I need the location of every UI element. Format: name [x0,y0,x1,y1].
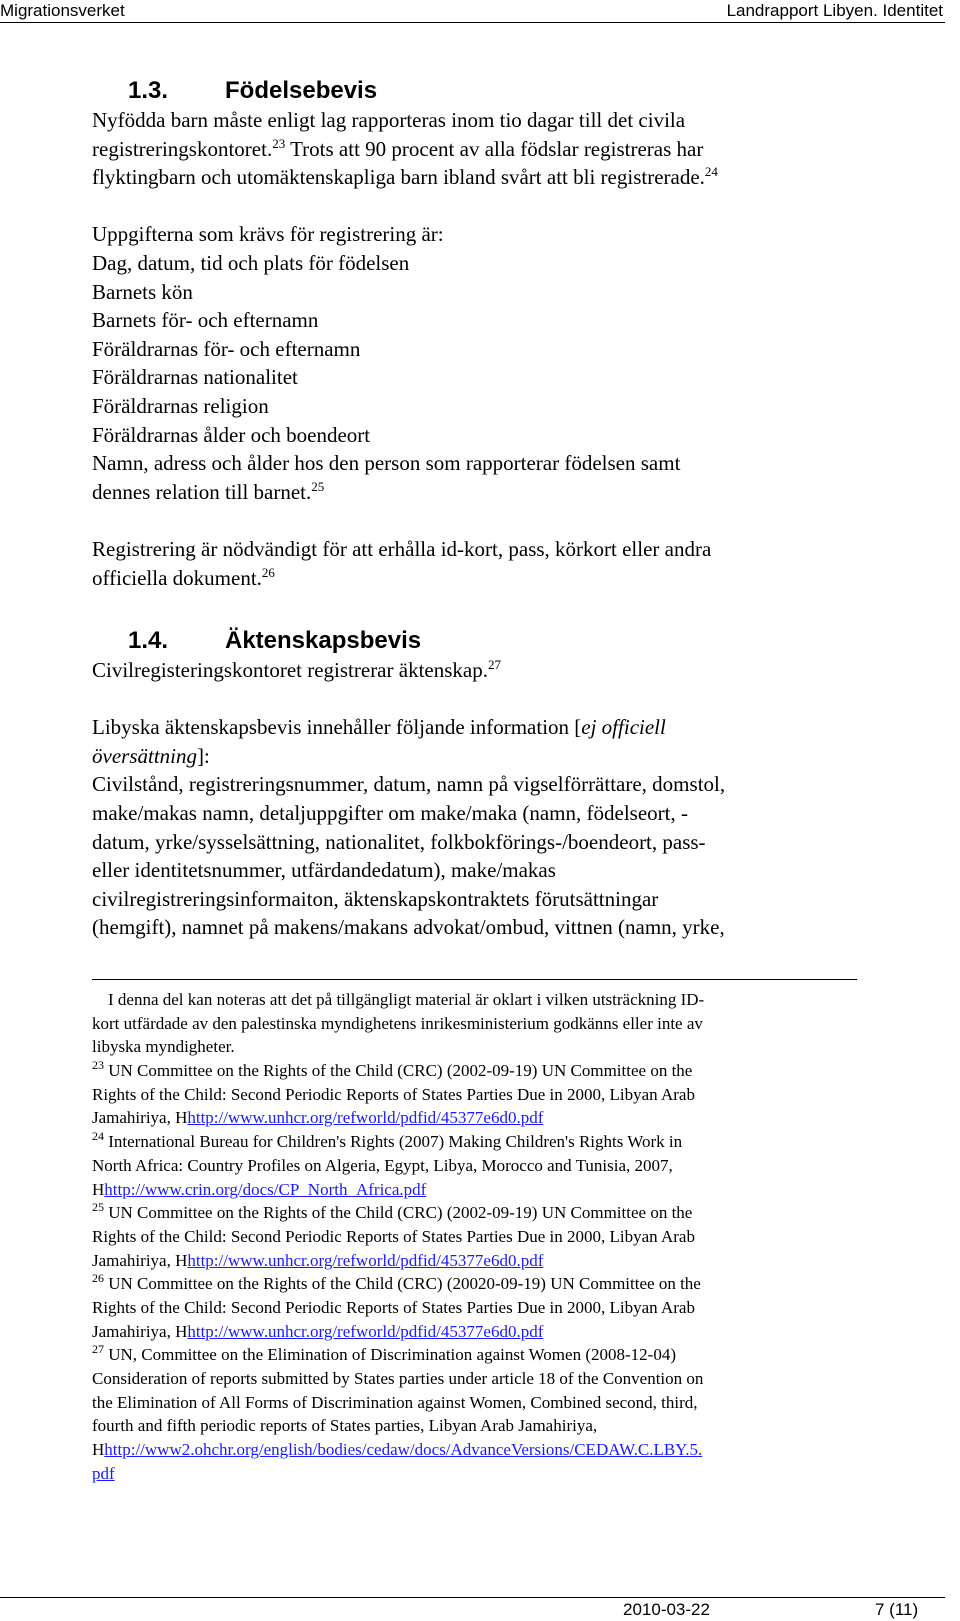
header-document-title: Landrapport Libyen. Identitet [726,1,943,20]
footnote-number: 24 [92,1129,104,1144]
footnote-text [92,1462,852,1486]
paragraph-line: översättning]: [92,743,210,768]
footnote-number: 26 [92,1271,104,1286]
footnote-number: 23 [92,1058,104,1073]
footnote-number: 25 [92,1200,104,1215]
footnote-ref: 26 [261,564,275,580]
footnote-separator [92,979,857,980]
paragraph-line: flyktingbarn och utomäktenskapliga barn ibland svårt att bli registrerade.$^{24}$ [92,164,718,190]
footnote-link[interactable]: http://www2.ohchr.org/english/bodies/cedaw/docs/AdvanceVersions/CEDAW.C.LBY.5. [104,1440,703,1460]
footnote-link[interactable]: http://www.unhcr.org/refworld/pdfid/45377e6d0.pdf [187,1250,544,1270]
footnotes [92,988,852,1485]
list-item: Föräldrarnas ålder och boendeort [92,422,371,447]
list-item: Barnets kön [92,279,193,304]
footnote-text: Hhttp://www2.ohchr.org/english/bodies/cedaw/docs/AdvanceVersions/CEDAW.C.LBY.5. [92,1440,703,1460]
footnote-text: Jamahiriya, Hhttp://www.unhcr.org/refworld/pdfid/45377e6d0.pdf [92,1250,544,1270]
footnote-text: Rights of the Child: Second Periodic Reports of States Parties Due in 2000, Libyan Arab [92,1084,695,1104]
footnote-ref: 27 [487,657,501,672]
footnote-ref: 25 [311,478,325,494]
page-header [0,0,943,22]
section-1-3 [92,76,852,592]
paragraph-line: civilregistreringsinformaiton, äktenskapskontraktets förutsättningar [92,886,659,911]
footnote-text: North Africa: Country Profiles on Algeria, Egypt, Libya, Morocco and Tunisia, 2007, [92,1155,673,1175]
section-number: 1.4. [128,627,169,654]
footnote-text: Jamahiriya, Hhttp://www.unhcr.org/refworld/pdfid/45377e6d0.pdf [92,1321,544,1341]
footnote-link[interactable]: http://www.crin.org/docs/CP_North_Africa.pdf [104,1179,427,1199]
footnote-link[interactable]: http://www.unhcr.org/refworld/pdfid/45377e6d0.pdf [187,1108,544,1128]
section-heading-1-4 [92,626,852,656]
paragraph-line: Nyfödda barn måste enligt lag rapporteras inom tio dagar till det civila [92,108,686,132]
footnote-26: $^{26}$ UN Committee on the Rights of the Child (CRC) (20020-09-19) UN Committee on the [92,1271,701,1294]
footnote-number: 27 [92,1342,104,1357]
list-item: Föräldrarnas för- och efternamn [92,336,361,361]
section-title: Äktenskapsbevis [225,627,422,654]
footnote-24: $^{24}$ International Bureau for Children's Rights (2007) Making Children's Rights Work in [92,1129,683,1152]
footer-page-number: 7 (11) [875,1600,919,1619]
footer-rule [0,1597,945,1598]
paragraph-line: make/makas namn, detaljuppgifter om make/maka (namn, födelseort, - [92,800,688,825]
list-item: Barnets för- och efternamn [92,308,319,333]
list-item-continuation: dennes relation till barnet.$^{25}$ [92,478,325,504]
footnote-27: $^{27}$ UN, Committee on the Elimination of Discrimination against Women (2008-12-04) [92,1342,676,1365]
paragraph-line: datum, yrke/sysselsättning, nationalitet, folkbokförings-/boendeort, pass- [92,829,706,854]
footnote-text: Rights of the Child: Second Periodic Reports of States Parties Due in 2000, Libyan Arab [92,1297,695,1317]
list-item: Föräldrarnas religion [92,393,269,418]
list-item: Namn, adress och ålder hos den person som rapporterar födelsen samt [92,451,681,476]
paragraph-line: registreringskontoret.$^{23}$ Trots att 90 procent av alla födslar registreras har [92,135,704,161]
paragraph-line: officiella dokument.$^{26}$ [92,564,275,590]
section-number: 1.3. [128,77,169,104]
header-rule [0,22,945,23]
list-item: Föräldrarnas nationalitet [92,365,298,390]
footer-date: 2010-03-22 [623,1600,710,1619]
footnote-25: $^{25}$ UN Committee on the Rights of the Child (CRC) (2002-09-19) UN Committee on the [92,1200,693,1223]
footnote-text: fourth and fifth periodic reports of States parties, Libyan Arab Jamahiriya, [92,1416,598,1436]
footnote-text: Hhttp://www.crin.org/docs/CP_North_Africa.pdf [92,1179,427,1199]
footnote-text: Jamahiriya, Hhttp://www.unhcr.org/refworld/pdfid/45377e6d0.pdf [92,1108,544,1128]
footnote-text: the Elimination of All Forms of Discrimination against Women, Combined second, third, [92,1392,698,1412]
list-item: Dag, datum, tid och plats för födelsen [92,250,410,275]
footnote-text: Consideration of reports submitted by States parties under article 18 of the Convention on [92,1369,704,1388]
footnote-continuation: I denna del kan noteras att det på tillgängligt material är oklart i vilken utsträckning ID- [108,990,705,1009]
footnote-ref: 24 [704,164,718,180]
paragraph-line: Civilstånd, registreringsnummer, datum, namn på vigselförrättare, domstol, [92,772,726,797]
footnote-text: Rights of the Child: Second Periodic Reports of States Parties Due in 2000, Libyan Arab [92,1226,695,1246]
list-intro: Uppgifterna som krävs för registrering är: [92,222,444,247]
section-heading-1-3 [92,76,852,106]
section-title: Födelsebevis [225,77,378,104]
footnote-23: $^{23}$ UN Committee on the Rights of the Child (CRC) (2002-09-19) UN Committee on the [92,1058,693,1081]
header-organization: Migrationsverket [0,1,125,20]
footnote-continuation: kort utfärdade av den palestinska myndighetens inrikesministerium godkänns eller inte av [92,1013,703,1033]
paragraph-line: eller identitetsnummer, utfärdandedatum), make/makas [92,858,556,883]
footnote-link[interactable]: pdf [92,1463,115,1483]
paragraph-line: (hemgift), namnet på makens/makans advokat/ombud, vittnen (namn, yrke, [92,915,725,940]
paragraph-line: Registrering är nödvändigt för att erhålla id-kort, pass, körkort eller andra [92,536,712,561]
footnote-ref: 23 [272,135,286,151]
paragraph-line: Libyska äktenskapsbevis innehåller följande information [ej officiell [92,715,666,740]
section-1-4 [92,626,852,942]
footnote-continuation: libyska myndigheter. [92,1037,235,1057]
footnote-link[interactable]: http://www.unhcr.org/refworld/pdfid/45377e6d0.pdf [187,1321,544,1341]
paragraph-line: Civilregisteringskontoret registrerar äktenskap.$^{27}$ [92,657,501,682]
